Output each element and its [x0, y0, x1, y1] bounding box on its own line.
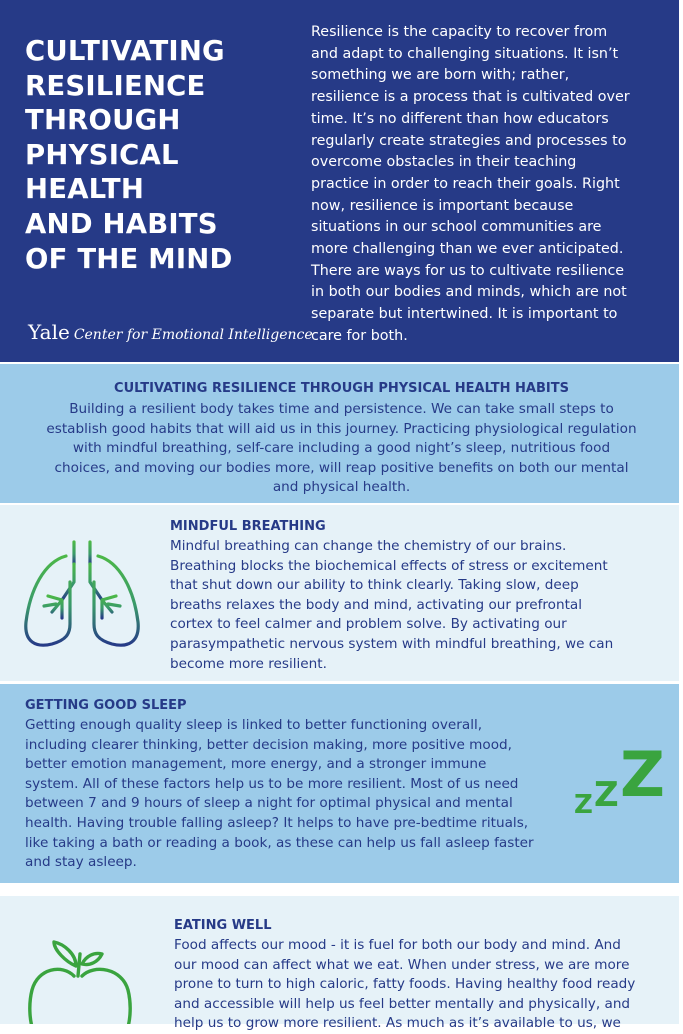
title-line: RESILIENCE	[25, 69, 206, 102]
eating-heading: EATING WELL	[174, 918, 272, 933]
intro-line: There are ways for us to cultivate resilience	[311, 262, 625, 279]
intro-line: time. It’s no different than how educators	[311, 110, 609, 127]
intro-line: separate but intertwined. It is important to	[311, 306, 618, 323]
text-line: become more resilient.	[170, 655, 327, 672]
z-large-letter: Z	[620, 738, 665, 811]
zzz-sleep-icon	[572, 738, 672, 832]
intro-line: situations in our school communities are	[311, 219, 602, 236]
title-line: OF THE MIND	[25, 242, 233, 275]
page-title	[25, 34, 285, 276]
text-line: our mood can affect what we eat. When under stress, we are more	[174, 956, 630, 973]
text-line: Food affects our mood - it is fuel for both our body and mind. And	[174, 937, 621, 953]
text-line: Breathing blocks the biochemical effects of stress or excitement	[170, 557, 608, 574]
text-line: cortex to feel calmer and problem solve. By activating our	[170, 616, 567, 633]
z-medium-letter: Z	[594, 775, 619, 815]
text-line: and physical health.	[272, 479, 411, 496]
physical-health-heading: CULTIVATING RESILIENCE THROUGH PHYSICAL HEALTH HABITS	[114, 381, 569, 396]
text-line: better emotion management, more energy, and a stronger immune	[25, 756, 487, 773]
text-line: like taking a bath or reading a book, as these can help us fall asleep faster	[25, 834, 534, 851]
text-line: between 7 and 9 hours of sleep a night for optimal physical and mental	[25, 795, 513, 812]
intro-line: more challenging than we ever anticipated.	[311, 241, 624, 258]
intro-line: care for both.	[311, 327, 408, 344]
text-line: parasympathetic nervous system with mindful breathing, we can	[170, 635, 614, 652]
sleep-heading: GETTING GOOD SLEEP	[25, 698, 187, 713]
breathing-heading: MINDFUL BREATHING	[170, 519, 326, 534]
apple-icon	[24, 940, 136, 1024]
physical-health-text	[0, 400, 683, 498]
text-line: Mindful breathing can change the chemistry of our brains.	[170, 538, 567, 554]
text-line: help us to grow more resilient. As much as it’s available to us, we	[174, 1015, 621, 1032]
intro-line: and adapt to challenging situations. It isn’t	[311, 45, 619, 62]
intro-paragraph	[311, 22, 677, 348]
intro-line: resilience is a process that is cultivated over	[311, 89, 630, 106]
intro-line: regularly create strategies and processes to	[311, 132, 627, 149]
breathing-text	[170, 537, 613, 674]
title-line: AND HABITS	[25, 207, 218, 240]
text-line: including clearer thinking, better decision making, more positive mood,	[25, 736, 512, 753]
text-line: Getting enough quality sleep is linked to better functioning overall,	[25, 717, 483, 733]
logo-secondary: Center for Emotional Intelligence	[73, 327, 313, 343]
text-line: and stay asleep.	[25, 854, 137, 871]
text-line: system. All of these factors help us to be more resilient. Most of us need	[25, 775, 519, 792]
text-line: and accessible will help us feel better mentally and physically, and	[174, 995, 631, 1012]
text-line: choices, and moving our bodies more, will reap positive benefits on both our mental	[54, 459, 629, 476]
header-edge	[679, 0, 683, 362]
yale-logo	[28, 320, 313, 344]
title-line: THROUGH	[25, 104, 181, 137]
intro-line: in both our bodies and minds, which are not	[311, 284, 627, 301]
title-line: HEALTH	[25, 173, 145, 206]
sleep-text	[25, 716, 534, 873]
text-line: with mindful breathing, self-care including a good night’s sleep, nutritious food	[72, 440, 611, 457]
logo-primary: Yale	[28, 320, 70, 344]
text-line: breaths relaxes the body and mind, activating our prefrontal	[170, 596, 583, 613]
title-line: CULTIVATING	[25, 35, 225, 67]
text-line: that shut down our ability to think clearly. Taking slow, deep	[170, 577, 579, 594]
eating-text	[174, 936, 635, 1034]
title-line: PHYSICAL	[25, 138, 179, 171]
intro-line: now, resilience is important because	[311, 197, 574, 214]
text-line: Building a resilient body takes time and persistence. We can take small steps to	[69, 401, 614, 417]
lungs-icon	[22, 538, 142, 656]
text-line: prone to turn to high caloric, fatty foods. Having healthy food ready	[174, 976, 636, 993]
intro-line: Resilience is the capacity to recover from	[311, 24, 608, 40]
text-line: health. Having trouble falling asleep? It helps to have pre-bedtime rituals,	[25, 814, 529, 831]
intro-line: practice in order to reach their goals. Right	[311, 175, 620, 192]
z-small-letter: Z	[574, 790, 593, 820]
intro-line: overcome obstacles in their teaching	[311, 154, 577, 171]
intro-line: something we are born with; rather,	[311, 67, 570, 84]
text-line: establish good habits that will aid us in this journey. Practicing physiological regulation	[46, 420, 637, 437]
